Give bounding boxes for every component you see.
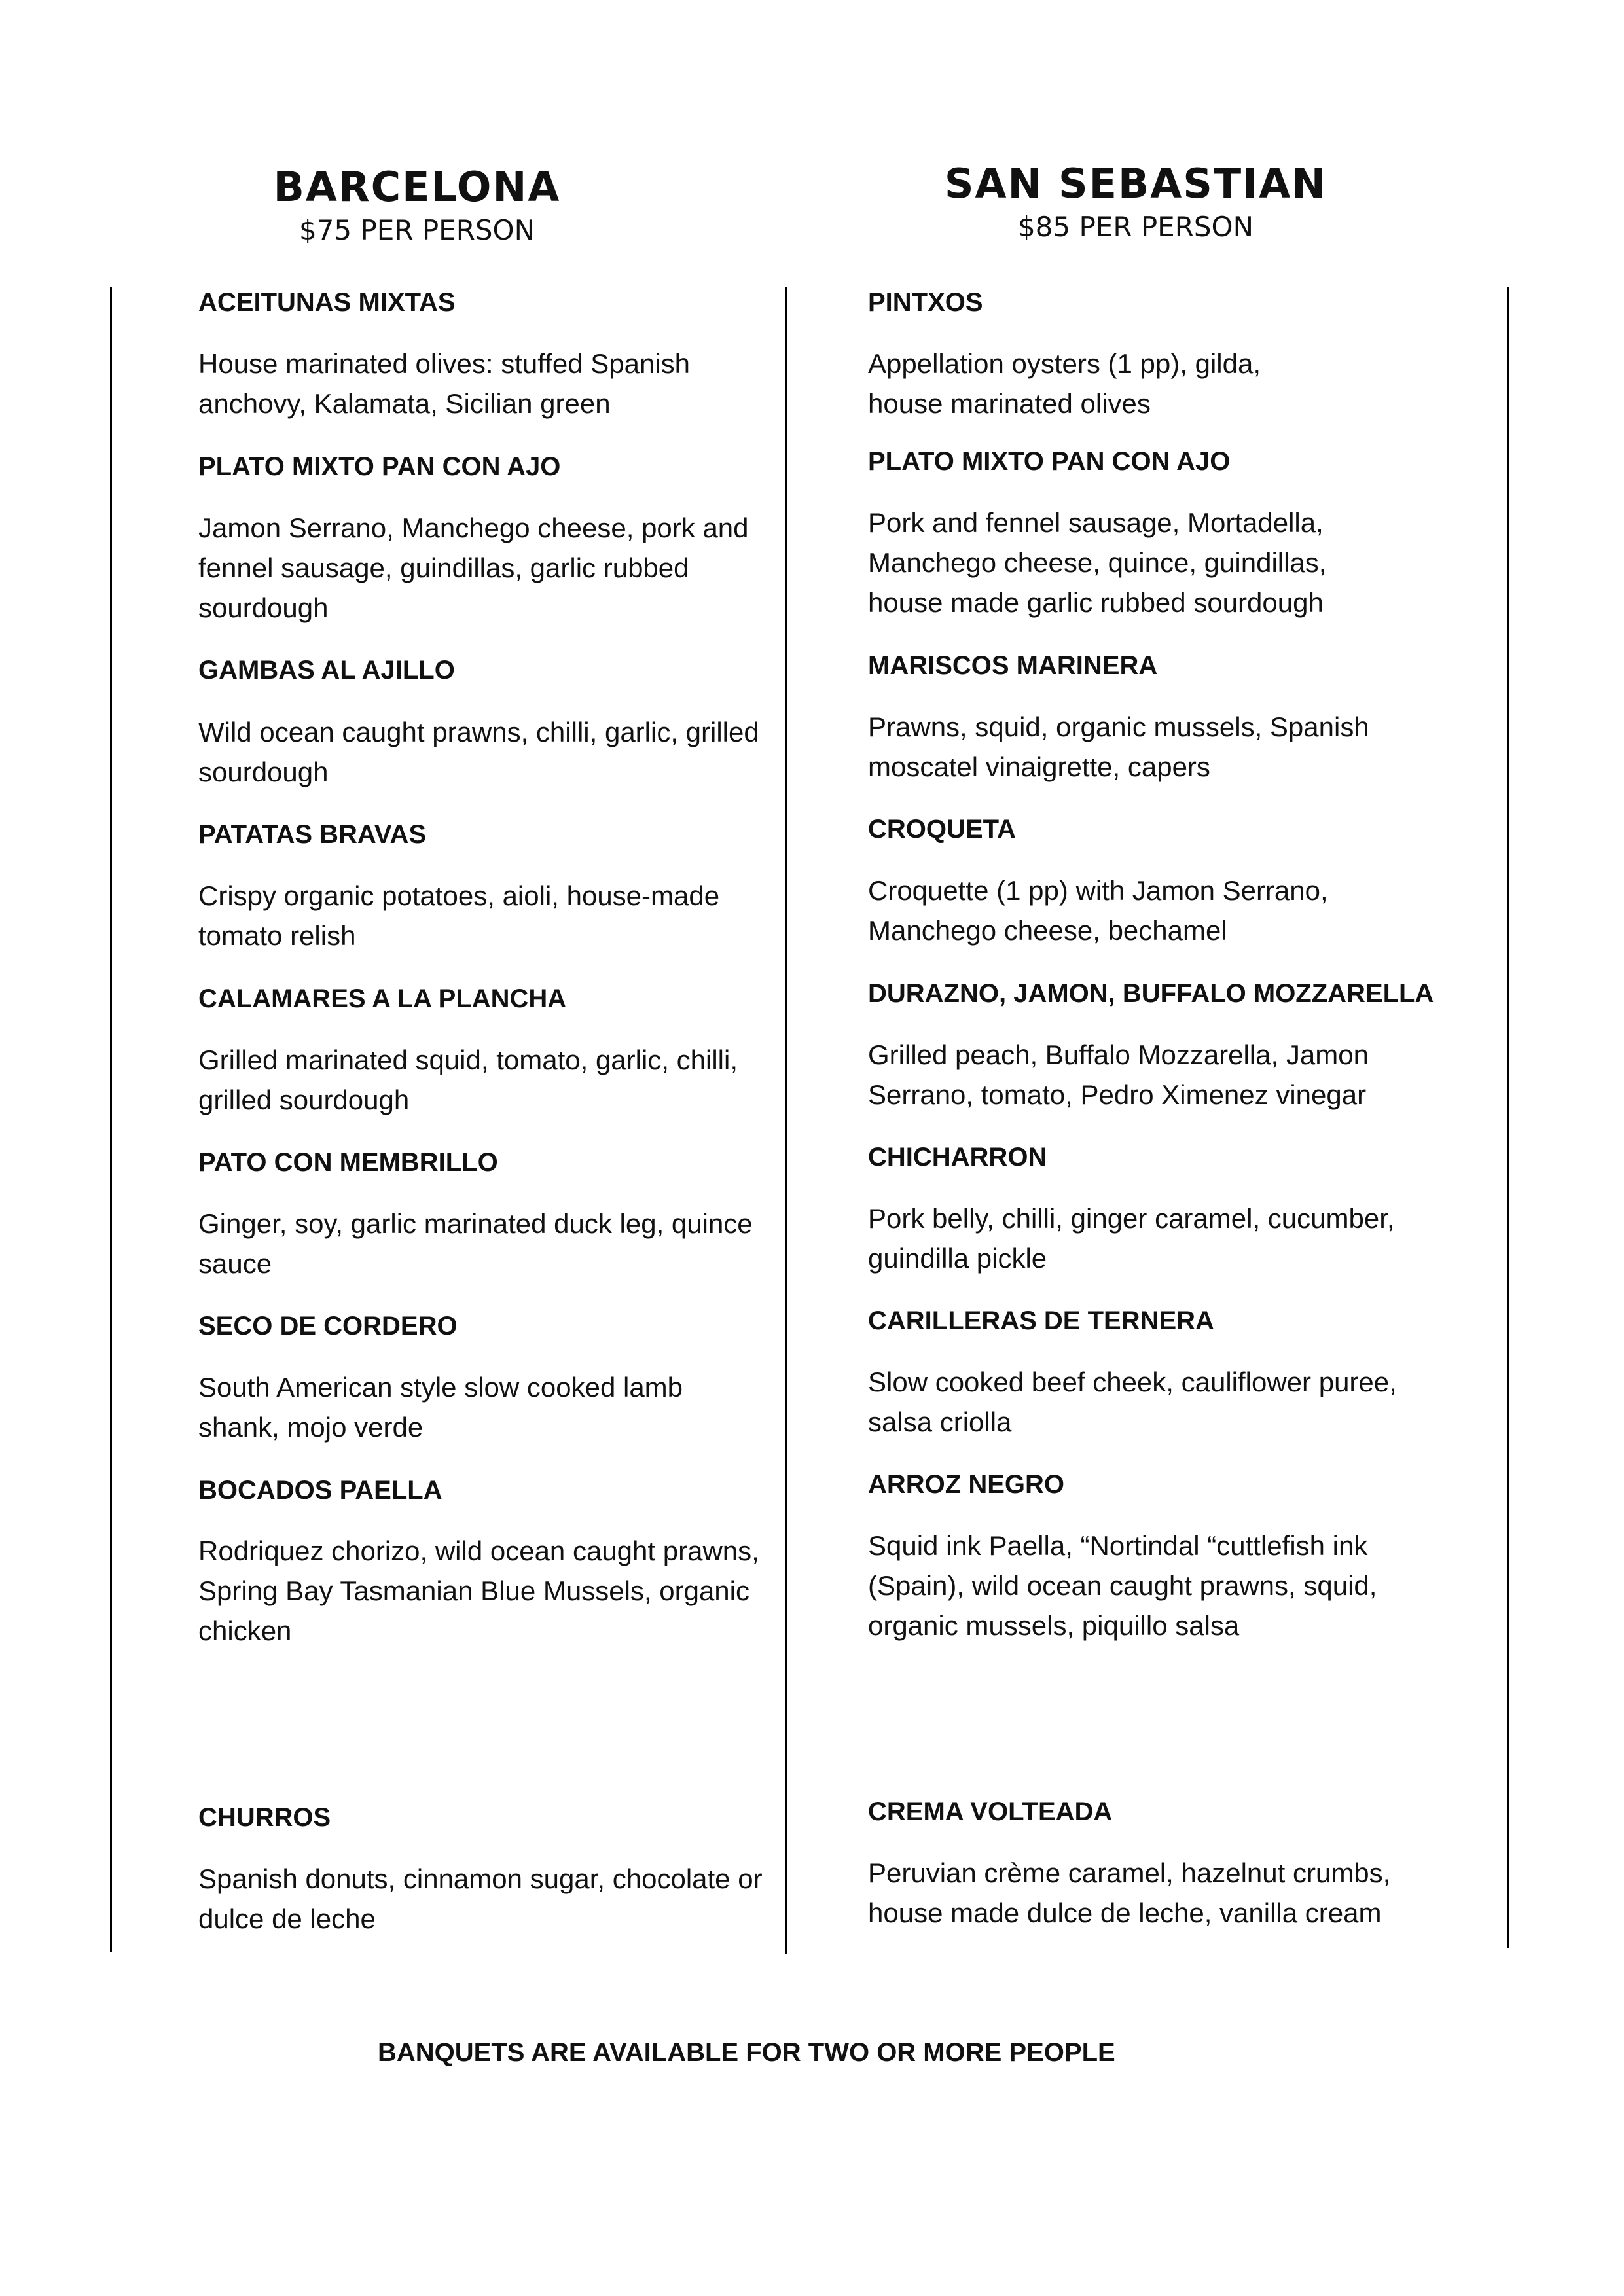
dish-description: South American style slow cooked lamb shank, mojo verde [198,1372,683,1443]
dish-description: House marinated olives: stuffed Spanish anchovy, Kalamata, Sicilian green [198,348,690,419]
dish-name: BOCADOS PAELLA [198,1476,442,1505]
dish-name: PATO CON MEMBRILLO [198,1148,498,1177]
dish-name: SECO DE CORDERO [198,1312,458,1340]
dish-name: PATATAS BRAVAS [198,820,427,849]
right-border-line [1507,287,1509,1948]
dish-description: Prawns, squid, organic mussels, Spanish moscatel vinaigrette, capers [868,711,1369,782]
dish-name: PLATO MIXTO PAN CON AJO [198,452,561,481]
dish-description: Slow cooked beef cheek, cauliflower puree, salsa criolla [868,1367,1397,1437]
dish-name: PLATO MIXTO PAN CON AJO [868,447,1231,476]
dish-description: Croquette (1 pp) with Jamon Serrano, Manchego cheese, bechamel [868,875,1328,946]
dish-description: Rodriquez chorizo, wild ocean caught prawns, Spring Bay Tasmanian Blue Mussels, organic chicken [198,1535,759,1646]
dish-description: Pork belly, chilli, ginger caramel, cucumber, guindilla pickle [868,1203,1395,1274]
dish-name: ARROZ NEGRO [868,1470,1064,1499]
dish-name: DURAZNO, JAMON, BUFFALO MOZZARELLA [868,979,1434,1008]
dish-name: GAMBAS AL AJILLO [198,656,455,685]
dish-name: CALAMARES A LA PLANCHA [198,984,567,1013]
san-sebastian-title: SAN SEBASTIAN [944,160,1327,207]
barcelona-price: $75 PER PERSON [298,214,535,246]
dish-name: CROQUETA [868,815,1016,844]
dish-description: Squid ink Paella, “Nortindal “cuttlefish ink (Spain), wild ocean caught prawns, squid, organic mussels, piquillo salsa [868,1530,1377,1641]
dish-name: MARISCOS MARINERA [868,651,1158,680]
dish-description: Pork and fennel sausage, Mortadella, Manchego cheese, quince, guindillas, house made garlic rubbed sourdough [868,507,1327,618]
dish-description: Jamon Serrano, Manchego cheese, pork and fennel sausage, guindillas, garlic rubbed sourdough [198,512,749,623]
dessert-name: CREMA VOLTEADA [868,1797,1113,1826]
dish-description: Crispy organic potatoes, aioli, house-made tomato relish [198,880,720,951]
dish-name: ACEITUNAS MIXTAS [198,288,456,317]
left-border-line [110,287,112,1952]
dish-description: Wild ocean caught prawns, chilli, garlic, grilled sourdough [198,717,759,787]
center-divider-line [785,287,787,1954]
dish-description: Grilled peach, Buffalo Mozzarella, Jamon Serrano, tomato, Pedro Ximenez vinegar [868,1039,1369,1110]
dessert-description: Spanish donuts, cinnamon sugar, chocolate or dulce de leche [198,1863,763,1934]
san-sebastian-price: $85 PER PERSON [1017,211,1254,243]
dessert-description: Peruvian crème caramel, hazelnut crumbs, house made dulce de leche, vanilla cream [868,1857,1391,1928]
dish-name: PINTXOS [868,288,983,317]
barcelona-title: BARCELONA [273,163,561,211]
banquet-note: BANQUETS ARE AVAILABLE FOR TWO OR MORE PEOPLE [378,2038,1115,2067]
dessert-name: CHURROS [198,1803,331,1832]
dish-name: CHICHARRON [868,1143,1047,1172]
dish-name: CARILLERAS DE TERNERA [868,1306,1214,1335]
dish-description: Ginger, soy, garlic marinated duck leg, quince sauce [198,1208,753,1279]
dish-description: Appellation oysters (1 pp), gilda, house marinated olives [868,348,1261,419]
dish-description: Grilled marinated squid, tomato, garlic, chilli, grilled sourdough [198,1045,738,1115]
